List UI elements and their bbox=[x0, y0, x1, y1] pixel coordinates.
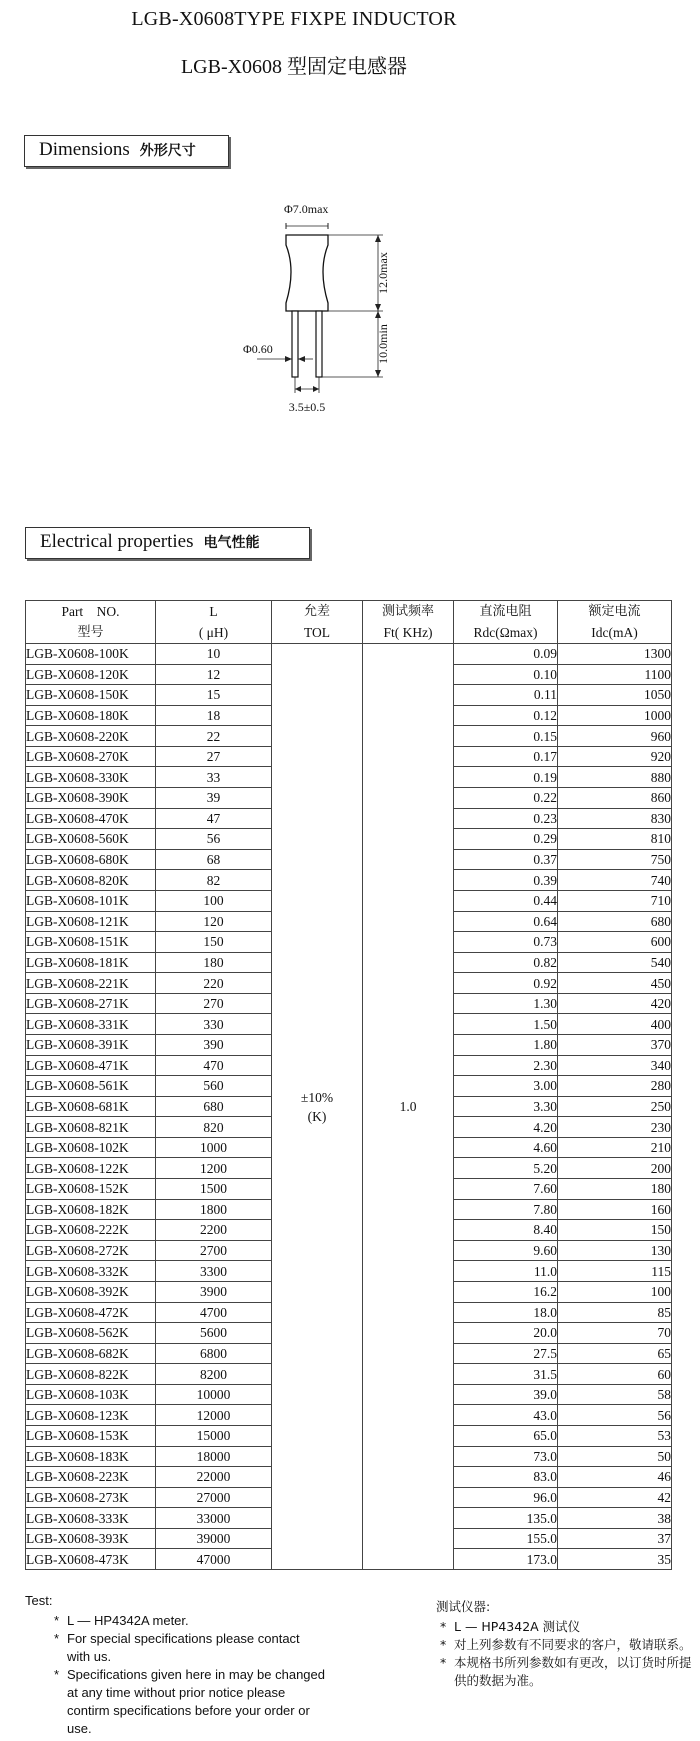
electrical-label-en: Electrical properties bbox=[40, 531, 194, 552]
idc-cell: 710 bbox=[558, 890, 672, 911]
inductance-cell: 330 bbox=[156, 1014, 272, 1035]
part-number-cell: LGB-X0608-100K bbox=[26, 644, 156, 665]
idc-cell: 58 bbox=[558, 1384, 672, 1405]
idc-cell: 150 bbox=[558, 1220, 672, 1241]
lead-length-label: 10.0min bbox=[376, 324, 390, 364]
rdc-cell: 0.44 bbox=[454, 890, 558, 911]
idc-cell: 750 bbox=[558, 849, 672, 870]
inductance-cell: 22000 bbox=[156, 1467, 272, 1488]
part-number-cell: LGB-X0608-330K bbox=[26, 767, 156, 788]
idc-cell: 42 bbox=[558, 1487, 672, 1508]
rdc-cell: 4.20 bbox=[454, 1117, 558, 1138]
rdc-cell: 1.50 bbox=[454, 1014, 558, 1035]
part-number-cell: LGB-X0608-331K bbox=[26, 1014, 156, 1035]
idc-cell: 65 bbox=[558, 1343, 672, 1364]
part-number-cell: LGB-X0608-181K bbox=[26, 952, 156, 973]
idc-cell: 130 bbox=[558, 1240, 672, 1261]
rdc-cell: 7.60 bbox=[454, 1179, 558, 1200]
idc-cell: 420 bbox=[558, 993, 672, 1014]
notes-en-item: * L — HP4342A meter. bbox=[54, 1613, 189, 1628]
rdc-cell: 39.0 bbox=[454, 1384, 558, 1405]
inductance-cell: 470 bbox=[156, 1055, 272, 1076]
part-number-cell: LGB-X0608-562K bbox=[26, 1323, 156, 1344]
rdc-cell: 7.80 bbox=[454, 1199, 558, 1220]
idc-cell: 960 bbox=[558, 726, 672, 747]
part-number-cell: LGB-X0608-270K bbox=[26, 746, 156, 767]
header-tolerance: 允差 TOL bbox=[272, 601, 363, 644]
inductance-cell: 1000 bbox=[156, 1137, 272, 1158]
idc-cell: 920 bbox=[558, 746, 672, 767]
rdc-cell: 0.09 bbox=[454, 644, 558, 665]
lead-left bbox=[292, 311, 298, 377]
inductance-cell: 47 bbox=[156, 808, 272, 829]
dimensions-label-cn: 外形尺寸 bbox=[139, 143, 196, 159]
part-number-cell: LGB-X0608-150K bbox=[26, 685, 156, 706]
notes-cn-item: * 对上列参数有不同要求的客户，敬请联系。 bbox=[440, 1637, 692, 1652]
idc-cell: 280 bbox=[558, 1076, 672, 1097]
notes-cn-heading: 测试仪器: bbox=[436, 1599, 491, 1614]
idc-cell: 160 bbox=[558, 1199, 672, 1220]
dimensions-section-label bbox=[24, 135, 229, 167]
document-title: LGB-X0608TYPE FIXPE INDUCTOR bbox=[131, 8, 457, 30]
part-number-cell: LGB-X0608-103K bbox=[26, 1384, 156, 1405]
rdc-cell: 0.17 bbox=[454, 746, 558, 767]
rdc-cell: 0.39 bbox=[454, 870, 558, 891]
part-number-cell: LGB-X0608-123K bbox=[26, 1405, 156, 1426]
inductance-cell: 390 bbox=[156, 1034, 272, 1055]
part-number-cell: LGB-X0608-101K bbox=[26, 890, 156, 911]
part-number-cell: LGB-X0608-122K bbox=[26, 1158, 156, 1179]
inductance-cell: 10 bbox=[156, 644, 272, 665]
rdc-cell: 83.0 bbox=[454, 1467, 558, 1488]
idc-cell: 1050 bbox=[558, 685, 672, 706]
inductance-cell: 12 bbox=[156, 664, 272, 685]
part-number-cell: LGB-X0608-273K bbox=[26, 1487, 156, 1508]
part-number-cell: LGB-X0608-222K bbox=[26, 1220, 156, 1241]
part-number-cell: LGB-X0608-333K bbox=[26, 1508, 156, 1529]
idc-cell: 1100 bbox=[558, 664, 672, 685]
rdc-cell: 43.0 bbox=[454, 1405, 558, 1426]
pitch-label: 3.5±0.5 bbox=[288, 400, 326, 414]
rdc-cell: 73.0 bbox=[454, 1446, 558, 1467]
rdc-cell: 0.64 bbox=[454, 911, 558, 932]
header-idc: 额定电流 Idc(mA) bbox=[558, 601, 672, 644]
rdc-cell: 27.5 bbox=[454, 1343, 558, 1364]
part-number-cell: LGB-X0608-272K bbox=[26, 1240, 156, 1261]
part-number-cell: LGB-X0608-821K bbox=[26, 1117, 156, 1138]
rdc-cell: 1.30 bbox=[454, 993, 558, 1014]
inductance-cell: 12000 bbox=[156, 1405, 272, 1426]
electrical-label-cn: 电气性能 bbox=[203, 535, 260, 551]
rdc-cell: 3.00 bbox=[454, 1076, 558, 1097]
lead-diameter-label: Φ0.60 bbox=[243, 342, 273, 356]
rdc-cell: 0.12 bbox=[454, 705, 558, 726]
inductance-cell: 820 bbox=[156, 1117, 272, 1138]
inductance-cell: 27 bbox=[156, 746, 272, 767]
idc-cell: 115 bbox=[558, 1261, 672, 1282]
idc-cell: 400 bbox=[558, 1014, 672, 1035]
part-number-cell: LGB-X0608-120K bbox=[26, 664, 156, 685]
part-number-cell: LGB-X0608-471K bbox=[26, 1055, 156, 1076]
idc-cell: 37 bbox=[558, 1528, 672, 1549]
tolerance-cell: ±10% (K) bbox=[272, 644, 363, 1570]
part-number-cell: LGB-X0608-470K bbox=[26, 808, 156, 829]
part-number-cell: LGB-X0608-682K bbox=[26, 1343, 156, 1364]
part-number-cell: LGB-X0608-271K bbox=[26, 993, 156, 1014]
inductor-body bbox=[286, 235, 328, 311]
rdc-cell: 0.19 bbox=[454, 767, 558, 788]
part-number-cell: LGB-X0608-221K bbox=[26, 973, 156, 994]
rdc-cell: 0.29 bbox=[454, 829, 558, 850]
idc-cell: 53 bbox=[558, 1425, 672, 1446]
part-number-cell: LGB-X0608-102K bbox=[26, 1137, 156, 1158]
idc-cell: 450 bbox=[558, 973, 672, 994]
part-number-cell: LGB-X0608-820K bbox=[26, 870, 156, 891]
idc-cell: 740 bbox=[558, 870, 672, 891]
idc-cell: 370 bbox=[558, 1034, 672, 1055]
inductance-cell: 15 bbox=[156, 685, 272, 706]
part-number-cell: LGB-X0608-561K bbox=[26, 1076, 156, 1097]
idc-cell: 230 bbox=[558, 1117, 672, 1138]
idc-cell: 250 bbox=[558, 1096, 672, 1117]
idc-cell: 56 bbox=[558, 1405, 672, 1426]
inductance-cell: 270 bbox=[156, 993, 272, 1014]
idc-cell: 46 bbox=[558, 1467, 672, 1488]
inductance-cell: 150 bbox=[156, 932, 272, 953]
inductance-cell: 1200 bbox=[156, 1158, 272, 1179]
rdc-cell: 2.30 bbox=[454, 1055, 558, 1076]
table-row bbox=[26, 644, 672, 665]
rdc-cell: 135.0 bbox=[454, 1508, 558, 1529]
table-header-row bbox=[26, 601, 672, 644]
rdc-cell: 0.15 bbox=[454, 726, 558, 747]
inductance-cell: 3300 bbox=[156, 1261, 272, 1282]
part-number-cell: LGB-X0608-223K bbox=[26, 1467, 156, 1488]
part-number-cell: LGB-X0608-182K bbox=[26, 1199, 156, 1220]
idc-cell: 830 bbox=[558, 808, 672, 829]
inductance-cell: 4700 bbox=[156, 1302, 272, 1323]
part-number-cell: LGB-X0608-393K bbox=[26, 1528, 156, 1549]
inductance-cell: 1800 bbox=[156, 1199, 272, 1220]
inductance-cell: 82 bbox=[156, 870, 272, 891]
notes-en-item: * For special specifications please contact with us. bbox=[54, 1631, 300, 1664]
frequency-cell: 1.0 bbox=[363, 644, 454, 1570]
rdc-cell: 0.11 bbox=[454, 685, 558, 706]
rdc-cell: 155.0 bbox=[454, 1528, 558, 1549]
inductance-cell: 6800 bbox=[156, 1343, 272, 1364]
rdc-cell: 96.0 bbox=[454, 1487, 558, 1508]
inductance-cell: 18000 bbox=[156, 1446, 272, 1467]
inductance-cell: 18 bbox=[156, 705, 272, 726]
inductance-cell: 680 bbox=[156, 1096, 272, 1117]
height-label: 12.0max bbox=[376, 252, 390, 294]
part-number-cell: LGB-X0608-121K bbox=[26, 911, 156, 932]
idc-cell: 85 bbox=[558, 1302, 672, 1323]
idc-cell: 180 bbox=[558, 1179, 672, 1200]
inductance-cell: 47000 bbox=[156, 1549, 272, 1570]
document-subtitle: LGB-X0608 型固定电感器 bbox=[180, 56, 408, 78]
idc-cell: 100 bbox=[558, 1281, 672, 1302]
inductance-cell: 120 bbox=[156, 911, 272, 932]
rdc-cell: 173.0 bbox=[454, 1549, 558, 1570]
rdc-cell: 3.30 bbox=[454, 1096, 558, 1117]
inductance-cell: 5600 bbox=[156, 1323, 272, 1344]
inductance-cell: 33000 bbox=[156, 1508, 272, 1529]
idc-cell: 200 bbox=[558, 1158, 672, 1179]
idc-cell: 860 bbox=[558, 788, 672, 809]
idc-cell: 1000 bbox=[558, 705, 672, 726]
inductance-cell: 1500 bbox=[156, 1179, 272, 1200]
test-notes-en bbox=[25, 1592, 325, 1738]
part-number-cell: LGB-X0608-151K bbox=[26, 932, 156, 953]
lead-right bbox=[316, 311, 322, 377]
inductance-cell: 10000 bbox=[156, 1384, 272, 1405]
inductance-cell: 180 bbox=[156, 952, 272, 973]
idc-cell: 680 bbox=[558, 911, 672, 932]
idc-cell: 540 bbox=[558, 952, 672, 973]
inductance-cell: 15000 bbox=[156, 1425, 272, 1446]
inductance-cell: 100 bbox=[156, 890, 272, 911]
rdc-cell: 4.60 bbox=[454, 1137, 558, 1158]
inductance-cell: 220 bbox=[156, 973, 272, 994]
notes-en-item: * Specifications given here in may be changed at any time without prior notice please contirm specifications before your order or use. bbox=[54, 1667, 325, 1736]
part-number-cell: LGB-X0608-183K bbox=[26, 1446, 156, 1467]
rdc-cell: 0.92 bbox=[454, 973, 558, 994]
idc-cell: 70 bbox=[558, 1323, 672, 1344]
part-number-cell: LGB-X0608-681K bbox=[26, 1096, 156, 1117]
rdc-cell: 0.23 bbox=[454, 808, 558, 829]
electrical-properties-table bbox=[25, 600, 672, 1570]
idc-cell: 600 bbox=[558, 932, 672, 953]
notes-cn-item: * 本规格书所列参数如有更改，以订货时所提供的数据为准。 bbox=[440, 1655, 692, 1688]
part-number-cell: LGB-X0608-180K bbox=[26, 705, 156, 726]
inductor-dimension-drawing bbox=[243, 202, 455, 470]
inductance-cell: 560 bbox=[156, 1076, 272, 1097]
idc-cell: 60 bbox=[558, 1364, 672, 1385]
idc-cell: 810 bbox=[558, 829, 672, 850]
notes-en-heading: Test: bbox=[25, 1593, 53, 1608]
part-number-cell: LGB-X0608-392K bbox=[26, 1281, 156, 1302]
inductance-cell: 39 bbox=[156, 788, 272, 809]
rdc-cell: 31.5 bbox=[454, 1364, 558, 1385]
notes-cn-item: * L — HP4342A 测试仪 bbox=[440, 1619, 581, 1634]
dimensions-label-en: Dimensions bbox=[39, 139, 130, 160]
rdc-cell: 5.20 bbox=[454, 1158, 558, 1179]
header-rdc: 直流电阻 Rdc(Ωmax) bbox=[454, 601, 558, 644]
header-inductance: L ( μH) bbox=[156, 601, 272, 644]
part-number-cell: LGB-X0608-152K bbox=[26, 1179, 156, 1200]
rdc-cell: 0.73 bbox=[454, 932, 558, 953]
inductance-cell: 68 bbox=[156, 849, 272, 870]
inductance-cell: 3900 bbox=[156, 1281, 272, 1302]
header-part: Part NO. 型号 bbox=[26, 601, 156, 644]
part-number-cell: LGB-X0608-680K bbox=[26, 849, 156, 870]
diameter-label: Φ7.0max bbox=[284, 202, 329, 216]
inductance-cell: 8200 bbox=[156, 1364, 272, 1385]
inductance-cell: 39000 bbox=[156, 1528, 272, 1549]
rdc-cell: 0.22 bbox=[454, 788, 558, 809]
inductance-cell: 33 bbox=[156, 767, 272, 788]
inductance-cell: 56 bbox=[156, 829, 272, 850]
rdc-cell: 65.0 bbox=[454, 1425, 558, 1446]
part-number-cell: LGB-X0608-473K bbox=[26, 1549, 156, 1570]
idc-cell: 38 bbox=[558, 1508, 672, 1529]
rdc-cell: 0.10 bbox=[454, 664, 558, 685]
part-number-cell: LGB-X0608-560K bbox=[26, 829, 156, 850]
rdc-cell: 0.37 bbox=[454, 849, 558, 870]
idc-cell: 50 bbox=[558, 1446, 672, 1467]
rdc-cell: 8.40 bbox=[454, 1220, 558, 1241]
part-number-cell: LGB-X0608-390K bbox=[26, 788, 156, 809]
rdc-cell: 20.0 bbox=[454, 1323, 558, 1344]
rdc-cell: 9.60 bbox=[454, 1240, 558, 1261]
header-frequency: 测试频率 Ft( KHz) bbox=[363, 601, 454, 644]
idc-cell: 210 bbox=[558, 1137, 672, 1158]
inductance-cell: 2700 bbox=[156, 1240, 272, 1261]
inductance-cell: 27000 bbox=[156, 1487, 272, 1508]
part-number-cell: LGB-X0608-822K bbox=[26, 1364, 156, 1385]
electrical-section-label bbox=[25, 527, 310, 559]
idc-cell: 340 bbox=[558, 1055, 672, 1076]
rdc-cell: 1.80 bbox=[454, 1034, 558, 1055]
inductance-cell: 2200 bbox=[156, 1220, 272, 1241]
idc-cell: 880 bbox=[558, 767, 672, 788]
rdc-cell: 11.0 bbox=[454, 1261, 558, 1282]
inductance-cell: 22 bbox=[156, 726, 272, 747]
part-number-cell: LGB-X0608-220K bbox=[26, 726, 156, 747]
rdc-cell: 18.0 bbox=[454, 1302, 558, 1323]
rdc-cell: 16.2 bbox=[454, 1281, 558, 1302]
part-number-cell: LGB-X0608-472K bbox=[26, 1302, 156, 1323]
idc-cell: 35 bbox=[558, 1549, 672, 1570]
rdc-cell: 0.82 bbox=[454, 952, 558, 973]
part-number-cell: LGB-X0608-391K bbox=[26, 1034, 156, 1055]
idc-cell: 1300 bbox=[558, 644, 672, 665]
part-number-cell: LGB-X0608-153K bbox=[26, 1425, 156, 1446]
part-number-cell: LGB-X0608-332K bbox=[26, 1261, 156, 1282]
test-notes-cn bbox=[436, 1598, 696, 1690]
